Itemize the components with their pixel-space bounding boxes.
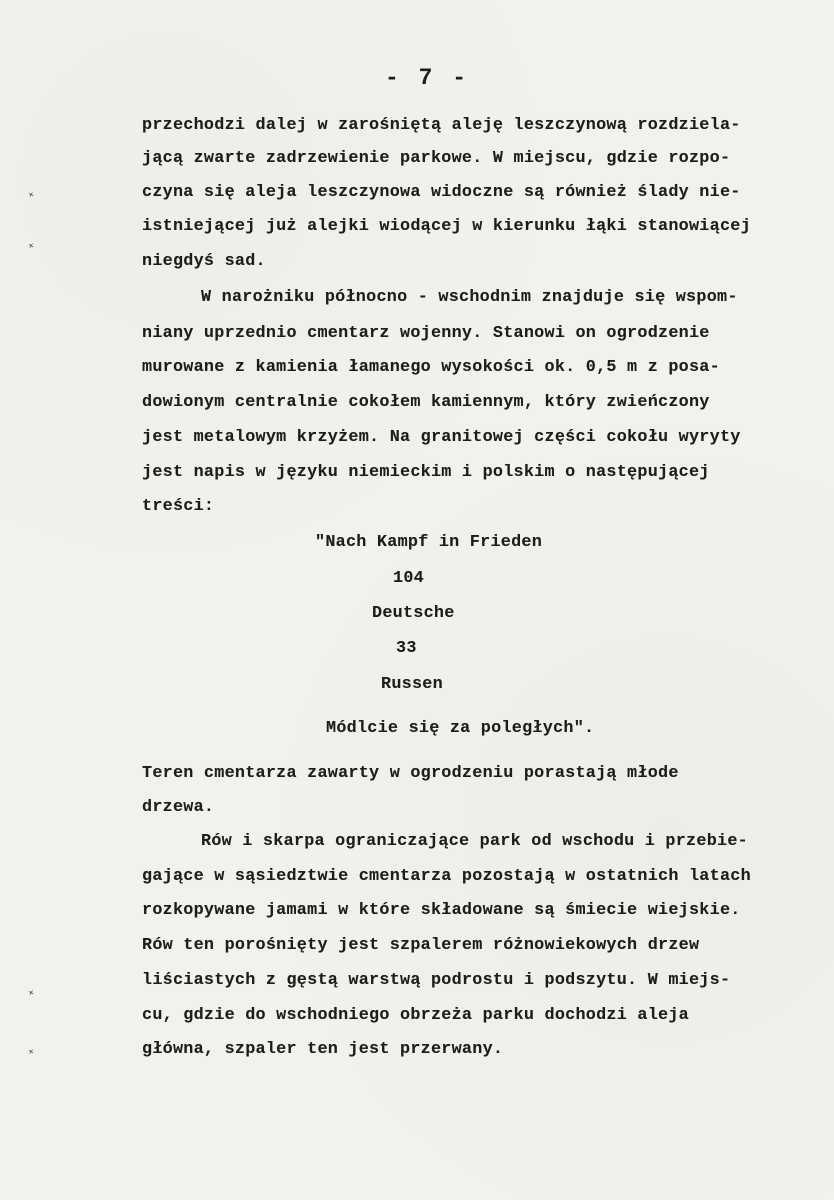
paragraph-2-line-7: treści: — [142, 497, 215, 516]
paragraph-2-line-5: jest metalowym krzyżem. Na granitowej części cokołu wyryty — [142, 428, 741, 447]
inscription-line-6: Módlcie się za poległych". — [326, 719, 595, 738]
margin-mark: ˟ — [26, 1047, 37, 1063]
margin-mark: ˟ — [26, 241, 37, 257]
inscription-line-4: 33 — [396, 639, 417, 658]
paragraph-1-line-3: czyna się aleja leszczynowa widoczne są również ślady nie- — [142, 183, 741, 202]
inscription-line-3: Deutsche — [372, 604, 455, 623]
page-number: - 7 - — [385, 65, 470, 91]
paragraph-1-line-2: jącą zwarte zadrzewienie parkowe. W miejscu, gdzie rozpo- — [142, 149, 731, 168]
paragraph-2-line-3: murowane z kamienia łamanego wysokości ok. 0,5 m z posa- — [142, 358, 720, 377]
paragraph-4-line-7: główna, szpaler ten jest przerwany. — [142, 1040, 504, 1059]
paragraph-2-line-6: jest napis w języku niemieckim i polskim o następującej — [142, 463, 710, 482]
margin-mark: ˟ — [26, 988, 37, 1004]
paragraph-4-line-5: liściastych z gęstą warstwą podrostu i podszytu. W miejs- — [142, 971, 731, 990]
paragraph-4-line-6: cu, gdzie do wschodniego obrzeża parku dochodzi aleja — [142, 1006, 689, 1025]
paragraph-3-line-1: Teren cmentarza zawarty w ogrodzeniu porastają młode — [142, 764, 679, 783]
paragraph-1-line-4: istniejącej już alejki wiodącej w kierunku łąki stanowiącej — [142, 217, 751, 236]
paragraph-2-line-1: W narożniku północno - wschodnim znajduje się wspom- — [201, 288, 738, 307]
paragraph-1-line-5: niegdyś sad. — [142, 252, 266, 271]
paragraph-2-line-2: niany uprzednio cmentarz wojenny. Stanowi on ogrodzenie — [142, 324, 710, 343]
paragraph-1-line-1: przechodzi dalej w zarośniętą aleję leszczynową rozdziela- — [142, 116, 741, 135]
paragraph-4-line-3: rozkopywane jamami w które składowane są śmiecie wiejskie. — [142, 901, 741, 920]
inscription-line-1: "Nach Kampf in Frieden — [315, 533, 543, 552]
inscription-line-5: Russen — [381, 675, 443, 694]
paragraph-4-line-1: Rów i skarpa ograniczające park od wschodu i przebie- — [201, 832, 748, 851]
margin-mark: ˟ — [26, 190, 37, 206]
paragraph-2-line-4: dowionym centralnie cokołem kamiennym, który zwieńczony — [142, 393, 710, 412]
inscription-line-2: 104 — [393, 569, 424, 588]
paragraph-4-line-2: gające w sąsiedztwie cmentarza pozostają w ostatnich latach — [142, 867, 751, 886]
paragraph-4-line-4: Rów ten porośnięty jest szpalerem różnowiekowych drzew — [142, 936, 700, 955]
paragraph-3-line-2: drzewa. — [142, 798, 215, 817]
